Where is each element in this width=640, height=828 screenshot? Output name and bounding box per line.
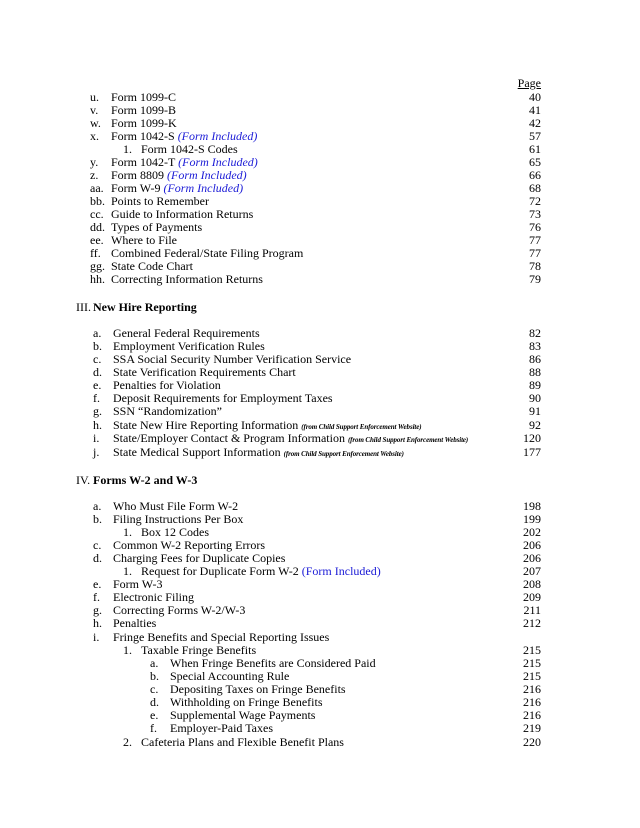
entry-title: Deposit Requirements for Employment Taxes	[113, 391, 333, 405]
entry-label: c.	[150, 682, 159, 696]
page-number: 120	[523, 431, 541, 445]
entry-label: x.	[90, 129, 99, 143]
entry-label: 1.	[123, 142, 132, 156]
entry-title: Penalties for Violation	[113, 378, 221, 392]
toc-entry	[0, 525, 640, 539]
toc-entry	[0, 246, 640, 260]
entry-label: ff.	[90, 246, 101, 260]
source-note: (from Child Support Enforcement Website)	[283, 450, 404, 458]
page-number: 79	[529, 272, 541, 286]
entry-label: cc.	[90, 207, 104, 221]
page-number: 215	[523, 656, 541, 670]
entry-title: Charging Fees for Duplicate Copies	[113, 551, 286, 565]
entry-title: Form 1099-K	[111, 116, 177, 130]
toc-entry	[0, 220, 640, 234]
entry-title: Withholding on Fringe Benefits	[170, 695, 323, 709]
entry-title: When Fringe Benefits are Considered Paid	[170, 656, 376, 670]
entry-label: b.	[93, 512, 102, 526]
toc-entry	[0, 391, 640, 405]
entry-title: Box 12 Codes	[141, 525, 210, 539]
toc-entry	[0, 735, 640, 749]
page-number: 198	[523, 499, 541, 513]
form-included-note: (Form Included)	[167, 168, 247, 182]
toc-entry	[0, 590, 640, 604]
toc-entry	[0, 378, 640, 392]
entry-label: h.	[93, 616, 102, 630]
entry-label: c.	[93, 352, 102, 366]
page-number: 77	[529, 246, 541, 260]
entry-title: Correcting Forms W-2/W-3	[113, 603, 246, 617]
page-number: 216	[523, 708, 541, 722]
toc-entry	[0, 695, 640, 709]
section-heading	[0, 473, 640, 487]
entry-label: g.	[93, 404, 102, 418]
toc-entry	[0, 669, 640, 683]
page-number: 92	[529, 418, 541, 432]
toc-entry	[0, 431, 640, 445]
entry-title: Points to Remember	[111, 194, 209, 208]
form-included-note: (Form Included)	[178, 155, 258, 169]
entry-title: Form 1042-T	[111, 155, 179, 169]
toc-entry	[0, 616, 640, 630]
page-number: 61	[529, 142, 541, 156]
toc-entry	[0, 142, 640, 156]
section-heading	[0, 300, 640, 314]
page-number: 216	[523, 695, 541, 709]
toc-entry	[0, 682, 640, 696]
entry-title: Form 1099-C	[111, 90, 177, 104]
toc-entry	[0, 564, 640, 578]
entry-label: IV.	[76, 473, 91, 487]
page-number: 219	[523, 721, 541, 735]
entry-label: d.	[150, 695, 159, 709]
entry-label: f.	[150, 721, 157, 735]
entry-label: a.	[150, 656, 159, 670]
page-number: 88	[529, 365, 541, 379]
toc-entry	[0, 656, 640, 670]
entry-label: e.	[93, 577, 102, 591]
entry-title: Employment Verification Rules	[113, 339, 265, 353]
entry-title: Filing Instructions Per Box	[113, 512, 244, 526]
entry-label: i.	[93, 431, 100, 445]
toc-entry	[0, 181, 640, 195]
toc-entry	[0, 103, 640, 117]
page-number: 209	[523, 590, 541, 604]
toc-entry	[0, 129, 640, 143]
entry-title: Supplemental Wage Payments	[170, 708, 316, 722]
entry-title: Form 1042-S Codes	[141, 142, 238, 156]
entry-label: v.	[90, 103, 99, 117]
entry-title: Form 1099-B	[111, 103, 177, 117]
toc-entry	[0, 551, 640, 565]
entry-label: g.	[93, 603, 102, 617]
toc-entry	[0, 233, 640, 247]
page-number: 199	[523, 512, 541, 526]
source-note: (from Child Support Enforcement Website)	[301, 423, 422, 431]
entry-title: Penalties	[113, 616, 157, 630]
page-number: 208	[523, 577, 541, 591]
entry-title: State/Employer Contact & Program Information	[113, 431, 348, 445]
entry-label: d.	[93, 365, 102, 379]
page-number: 216	[523, 682, 541, 696]
form-included-note: (Form Included)	[177, 129, 258, 143]
toc-entry	[0, 194, 640, 208]
page-number: 65	[529, 155, 541, 169]
entry-title: State Verification Requirements Chart	[113, 365, 296, 379]
page-number: 215	[523, 669, 541, 683]
entry-title: Electronic Filing	[113, 590, 194, 604]
entry-label: III.	[76, 300, 91, 314]
toc-entry	[0, 603, 640, 617]
entry-label: d.	[93, 551, 102, 565]
page-number: 212	[523, 616, 541, 630]
entry-label: gg.	[90, 259, 105, 273]
entry-label: c.	[93, 538, 102, 552]
toc-entry	[0, 630, 640, 644]
entry-label: b.	[150, 669, 159, 683]
entry-title: State New Hire Reporting Information	[113, 418, 302, 432]
toc-entry	[0, 512, 640, 526]
entry-label: hh.	[90, 272, 105, 286]
toc-entry	[0, 116, 640, 130]
toc-entry	[0, 259, 640, 273]
toc-entry	[0, 168, 640, 182]
page-number: 220	[523, 735, 541, 749]
page-number: 66	[529, 168, 541, 182]
toc-entry	[0, 538, 640, 552]
entry-label: z.	[90, 168, 99, 182]
entry-label: dd.	[90, 220, 105, 234]
entry-title: Forms W-2 and W-3	[93, 473, 198, 487]
entry-label: y.	[90, 155, 99, 169]
toc-entry	[0, 708, 640, 722]
entry-title: Form W-9	[111, 181, 164, 195]
page-number: 57	[529, 129, 541, 143]
entry-label: f.	[93, 391, 100, 405]
toc-entry	[0, 207, 640, 221]
page-column-header: Page	[517, 76, 541, 90]
entry-title: State Medical Support Information	[113, 445, 284, 459]
page-number: 215	[523, 643, 541, 657]
entry-title: Types of Payments	[111, 220, 203, 234]
page-number: 77	[529, 233, 541, 247]
toc-entry	[0, 155, 640, 169]
toc-entry	[0, 352, 640, 366]
entry-label: e.	[150, 708, 159, 722]
entry-label: a.	[93, 499, 102, 513]
page-number: 89	[529, 378, 541, 392]
entry-label: j.	[93, 445, 100, 459]
page-number: 206	[523, 551, 541, 565]
entry-title: Request for Duplicate Form W-2	[141, 564, 302, 578]
page-number: 177	[523, 445, 541, 459]
entry-label: aa.	[90, 181, 104, 195]
entry-title: Who Must File Form W-2	[113, 499, 239, 513]
page-number: 211	[523, 603, 541, 617]
page-number: 90	[529, 391, 541, 405]
page-number: 83	[529, 339, 541, 353]
entry-title: Correcting Information Returns	[111, 272, 263, 286]
entry-title: Where to File	[111, 233, 177, 247]
entry-title: Combined Federal/State Filing Program	[111, 246, 304, 260]
entry-title: New Hire Reporting	[93, 300, 197, 314]
form-included-note: (Form Included)	[301, 564, 381, 578]
entry-label: ee.	[90, 233, 104, 247]
entry-label: a.	[93, 326, 102, 340]
toc-entry	[0, 418, 640, 432]
entry-label: 1.	[123, 525, 132, 539]
entry-label: w.	[90, 116, 101, 130]
entry-label: 2.	[123, 735, 132, 749]
entry-label: b.	[93, 339, 102, 353]
toc-entry	[0, 272, 640, 286]
page-number: 82	[529, 326, 541, 340]
toc-entry	[0, 721, 640, 735]
entry-title: Guide to Information Returns	[111, 207, 254, 221]
page-number: 40	[529, 90, 541, 104]
page-number: 42	[529, 116, 541, 130]
toc-entry	[0, 365, 640, 379]
page-number: 202	[523, 525, 541, 539]
toc-entry	[0, 643, 640, 657]
page-number: 86	[529, 352, 541, 366]
page-number: 207	[523, 564, 541, 578]
toc-entry	[0, 326, 640, 340]
page-number: 76	[529, 220, 541, 234]
page-number: 78	[529, 259, 541, 273]
form-included-note: (Form Included)	[163, 181, 244, 195]
source-note: (from Child Support Enforcement Website)	[347, 436, 469, 444]
entry-label: u.	[90, 90, 99, 104]
page-number: 68	[529, 181, 541, 195]
page-number: 73	[529, 207, 541, 221]
entry-title: Form 1042-S	[111, 129, 178, 143]
toc-entry	[0, 90, 640, 104]
entry-title: Employer-Paid Taxes	[170, 721, 274, 735]
page-number: 72	[529, 194, 541, 208]
entry-title: Depositing Taxes on Fringe Benefits	[170, 682, 346, 696]
toc-entry	[0, 445, 640, 459]
entry-title: Form 8809	[111, 168, 168, 182]
entry-title: Special Accounting Rule	[170, 669, 290, 683]
toc-entry	[0, 404, 640, 418]
page-number: 206	[523, 538, 541, 552]
entry-title: SSA Social Security Number Verification Service	[113, 352, 352, 366]
entry-title: Cafeteria Plans and Flexible Benefit Plans	[141, 735, 344, 749]
entry-title: State Code Chart	[111, 259, 193, 273]
toc-entry	[0, 577, 640, 591]
entry-title: Form W-3	[113, 577, 163, 591]
entry-label: e.	[93, 378, 102, 392]
toc-entry	[0, 339, 640, 353]
entry-title: Taxable Fringe Benefits	[141, 643, 257, 657]
toc-entry	[0, 499, 640, 513]
entry-label: i.	[93, 630, 100, 644]
entry-label: 1.	[123, 643, 132, 657]
entry-label: f.	[93, 590, 100, 604]
page-number: 91	[529, 404, 541, 418]
entry-title: SSN “Randomization”	[113, 404, 222, 418]
entry-title: Fringe Benefits and Special Reporting Issues	[113, 630, 330, 644]
page-number: 41	[529, 103, 541, 117]
entry-label: bb.	[90, 194, 105, 208]
entry-title: Common W-2 Reporting Errors	[113, 538, 266, 552]
entry-title: General Federal Requirements	[113, 326, 260, 340]
entry-label: h.	[93, 418, 102, 432]
entry-label: 1.	[123, 564, 132, 578]
